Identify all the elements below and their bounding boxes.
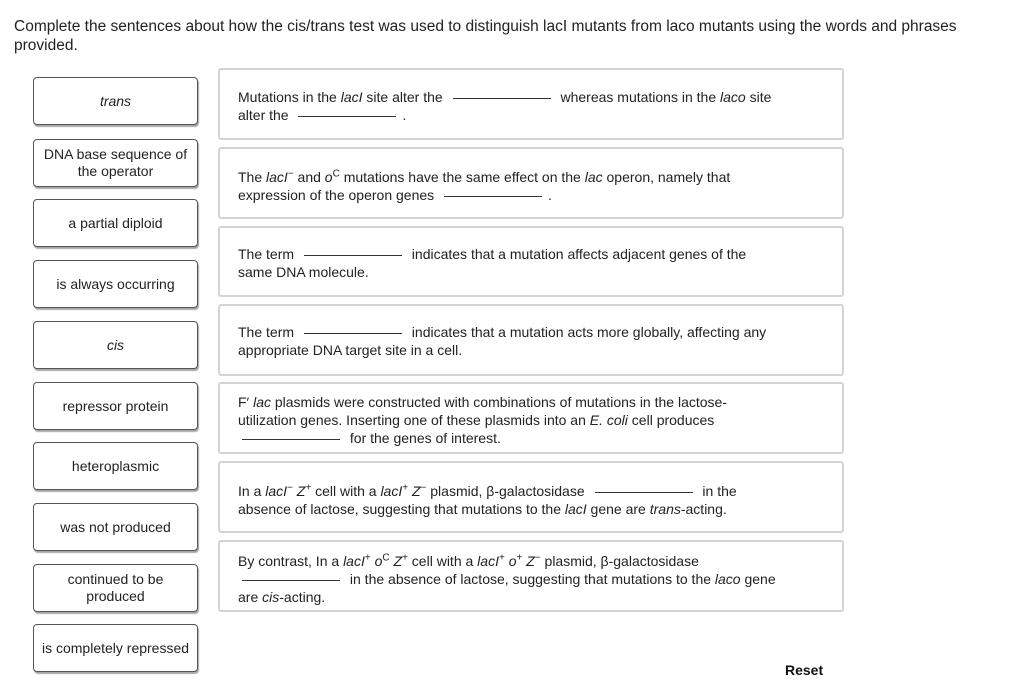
sentence-2-text: and: [293, 169, 325, 185]
sentence-5-text: for the genes of interest.: [349, 430, 501, 446]
sentence-6-gene: Z: [408, 483, 421, 499]
sentence-1-text: site: [745, 89, 772, 105]
sentence-7-sup: +: [402, 552, 408, 564]
sentence-1-line-1: [238, 88, 824, 106]
sentence-7-gene: laco: [714, 571, 741, 587]
word-tile-heteroplasmic[interactable]: heteroplasmic: [33, 442, 198, 490]
sentence-3-text: same DNA molecule.: [238, 264, 369, 280]
sentence-1-text: site alter the: [362, 89, 443, 105]
sentence-2-text: operon, namely that: [602, 169, 731, 185]
sentence-7-gene: Z: [389, 553, 403, 569]
sentence-2-text: The: [238, 169, 267, 185]
sentence-6-sup: +: [402, 482, 409, 494]
sentence-4-text: The term: [238, 324, 295, 340]
sentence-2-gene: lac: [584, 169, 603, 185]
sentence-5-text: F′: [238, 394, 254, 410]
sentence-1-gene: lacI: [340, 89, 363, 105]
word-tile-cis[interactable]: cis: [33, 321, 198, 369]
drop-zone-7[interactable]: [242, 579, 340, 581]
sentence-box-4: [218, 304, 844, 376]
sentence-6-text: plasmid, β-galactosidase: [426, 483, 585, 499]
sentence-1-text: alter the: [238, 107, 289, 123]
sentence-7-sup: −: [534, 552, 541, 564]
reset-button[interactable]: Reset: [785, 662, 824, 678]
sentence-7-gene: lacI: [343, 553, 365, 569]
word-tile-dna-base-sequence[interactable]: DNA base sequence of the operator: [33, 139, 198, 187]
sentence-2-text: .: [548, 187, 552, 203]
word-tile-partial-diploid[interactable]: a partial diploid: [33, 199, 198, 247]
sentence-5-text: utilization genes. Inserting one of these plasmids into an: [238, 412, 590, 428]
sentence-3-text: indicates that a mutation affects adjacent genes of the: [411, 246, 747, 262]
sentence-6-text: cell with a: [311, 483, 381, 499]
sentence-2-sup: −: [287, 168, 294, 180]
sentence-6-text: absence of lactose, suggesting that mutations to the: [238, 501, 565, 517]
sentence-4-text: indicates that a mutation acts more globally, affecting any: [411, 324, 767, 340]
sentence-box-1: [218, 68, 844, 140]
sentence-1-line-2: [238, 106, 824, 124]
sentence-box-7: [218, 540, 844, 612]
sentence-box-3: [218, 226, 844, 297]
sentence-7-sup: +: [498, 552, 505, 564]
sentence-7-text: in the absence of lactose, suggesting that mutations to the: [349, 571, 715, 587]
sentence-7-sup: +: [516, 552, 523, 564]
word-tile-trans[interactable]: trans: [33, 77, 198, 125]
sentence-6-term: trans: [649, 501, 681, 517]
sentence-2-text: mutations have the same effect on the: [339, 169, 585, 185]
sentence-4-text: appropriate DNA target site in a cell.: [238, 342, 463, 358]
sentence-6-sup: +: [305, 482, 312, 494]
sentence-7-gene: Z: [522, 553, 535, 569]
word-tile-repressor-protein[interactable]: repressor protein: [33, 382, 198, 430]
sentence-6-gene: lacI: [564, 501, 587, 517]
sentence-7-text: plasmid, β-galactosidase: [540, 553, 699, 569]
word-tile-continued-to-be-produced[interactable]: continued to be produced: [33, 564, 198, 612]
drop-zone-2[interactable]: [444, 195, 542, 197]
word-tile-completely-repressed[interactable]: is completely repressed: [33, 624, 198, 672]
sentence-6-gene: Z: [292, 483, 306, 499]
sentence-6-text: gene are: [586, 501, 650, 517]
sentence-7-gene: o: [370, 553, 383, 569]
sentence-6-text: -acting.: [680, 501, 727, 517]
sentence-3-text: The term: [238, 246, 295, 262]
sentence-1-text: whereas mutations in the: [560, 89, 720, 105]
drop-zone-1b[interactable]: [298, 115, 396, 117]
sentence-7-text: By contrast, In a: [238, 553, 344, 569]
sentence-2-gene: lacI: [266, 169, 288, 185]
sentence-1-text: Mutations in the: [238, 89, 341, 105]
sentence-1-gene: laco: [720, 89, 746, 105]
sentence-5-text: cell produces: [627, 412, 715, 428]
sentence-7-text: cell with a: [407, 553, 478, 569]
drop-zone-4[interactable]: [304, 332, 402, 334]
drop-zone-1a[interactable]: [453, 97, 551, 99]
sentence-7-text: are: [238, 589, 263, 605]
sentence-7-sup: C: [382, 552, 390, 564]
word-tile-was-not-produced[interactable]: was not produced: [33, 503, 198, 551]
sentence-2-text: expression of the operon genes: [238, 187, 435, 203]
sentence-6-text: in the: [702, 483, 737, 499]
sentence-5-gene: lac: [253, 394, 271, 410]
sentence-box-5: [218, 382, 844, 454]
drop-zone-5[interactable]: [242, 438, 340, 440]
sentence-5-species: E. coli: [589, 412, 628, 428]
sentence-6-gene: lacI: [265, 483, 288, 499]
instructions-text: Complete the sentences about how the cis/trans test was used to distinguish lacI mutants from laco mutants using the words and phrases provided.: [14, 18, 957, 54]
sentence-1-text: .: [402, 107, 407, 123]
sentence-2-sup: C: [332, 168, 340, 180]
sentence-box-6: [218, 461, 844, 533]
sentence-6-gene: lacI: [380, 483, 403, 499]
sentence-6-sup: −: [420, 482, 427, 494]
sentence-7-text: -acting.: [279, 589, 326, 605]
sentence-6-text: In a: [238, 483, 266, 499]
sentence-7-term: cis: [262, 589, 280, 605]
sentence-7-sup: +: [364, 552, 371, 564]
drop-zone-6[interactable]: [595, 491, 693, 493]
word-tile-always-occurring[interactable]: is always occurring: [33, 260, 198, 308]
sentence-2-gene: o: [324, 169, 333, 185]
sentence-7-gene: lacI: [477, 553, 499, 569]
sentence-6-sup: −: [287, 482, 293, 494]
sentence-box-2: [218, 147, 844, 219]
sentence-5-text: plasmids were constructed with combinations of mutations in the lactose-: [270, 394, 727, 410]
sentence-7-text: gene: [740, 571, 776, 587]
drop-zone-3[interactable]: [304, 254, 402, 256]
sentence-7-gene: o: [504, 553, 517, 569]
